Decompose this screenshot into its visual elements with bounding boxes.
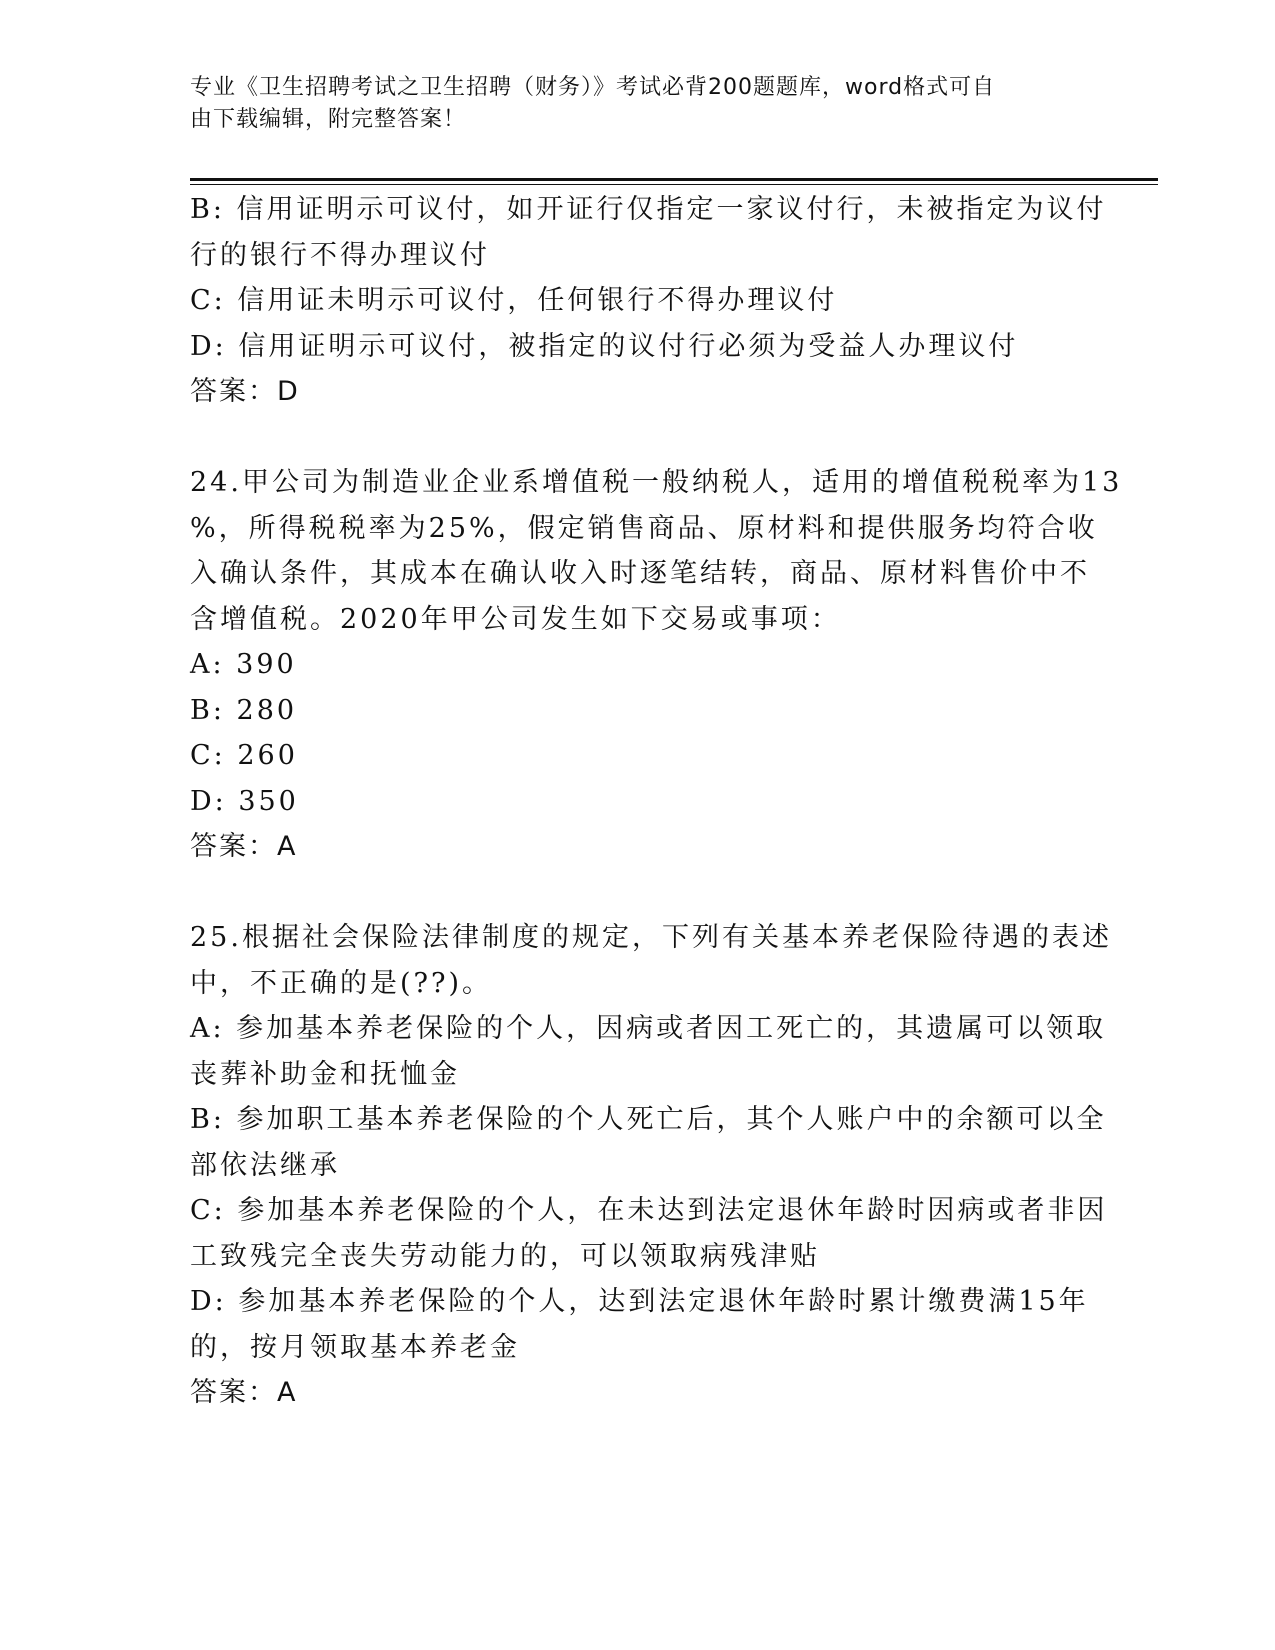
option-d-line-2: 的，按月领取基本养老金 bbox=[190, 1331, 520, 1363]
option-d: D: 350 bbox=[190, 785, 299, 817]
answer-line: 答案：D bbox=[190, 376, 300, 407]
question-25 bbox=[190, 915, 1112, 1416]
spacer bbox=[190, 415, 1090, 461]
option-b-line-2: 部依法继承 bbox=[190, 1149, 340, 1181]
option-c: C: 260 bbox=[190, 740, 298, 771]
header-title-line-2: 由下载编辑，附完整答案！ bbox=[190, 107, 467, 132]
option-a-line-2: 丧葬补助金和抚恤金 bbox=[190, 1058, 460, 1090]
option-a: A: 390 bbox=[190, 649, 297, 680]
option-b-line-1: B: 信用证明示可议付，如开证行仅指定一家议付行，未被指定为议付 bbox=[190, 194, 1107, 225]
option-c: C: 信用证未明示可议付，任何银行不得办理议付 bbox=[190, 285, 838, 316]
option-d-line-1: D: 参加基本养老保险的个人，达到法定退休年龄时累计缴费满15年 bbox=[190, 1286, 1089, 1317]
option-c-line-1: C: 参加基本养老保险的个人，在未达到法定退休年龄时因病或者非因 bbox=[190, 1195, 1108, 1226]
question-stem-line-1: 25.根据社会保险法律制度的规定，下列有关基本养老保险待遇的表述 bbox=[190, 922, 1112, 953]
spacer bbox=[190, 870, 1090, 916]
question-stem-line-2: 中，不正确的是(??)。 bbox=[190, 967, 493, 999]
option-c-line-2: 工致残完全丧失劳动能力的，可以领取病残津贴 bbox=[190, 1240, 820, 1272]
document-body bbox=[190, 187, 1123, 1416]
question-stem-line-4: 含增值税。2020年甲公司发生如下交易或事项： bbox=[190, 603, 841, 635]
option-a-line-1: A: 参加基本养老保险的个人，因病或者因工死亡的，其遗属可以领取 bbox=[190, 1013, 1107, 1044]
option-b-line-2: 行的银行不得办理议付 bbox=[190, 239, 490, 271]
question-24 bbox=[190, 460, 1123, 870]
question-stem-line-1: 24.甲公司为制造业企业系增值税一般纳税人，适用的增值税税率为13 bbox=[190, 467, 1123, 498]
answer-line: 答案：A bbox=[190, 831, 298, 862]
header-title-line-1: 专业《卫生招聘考试之卫生招聘（财务）》考试必背200题题库，word格式可自 bbox=[190, 75, 996, 100]
header-divider-thick bbox=[190, 178, 1158, 181]
document-header bbox=[190, 72, 1080, 136]
option-d: D: 信用证明示可议付，被指定的议付行必须为受益人办理议付 bbox=[190, 330, 1019, 362]
option-b-line-1: B: 参加职工基本养老保险的个人死亡后，其个人账户中的余额可以全 bbox=[190, 1104, 1107, 1135]
header-divider-thin bbox=[190, 184, 1158, 185]
answer-line: 答案：A bbox=[190, 1377, 298, 1408]
question-stem-line-3: 入确认条件，其成本在确认收入时逐笔结转，商品、原材料售价中不 bbox=[190, 558, 1090, 589]
question-stem-line-2: %，所得税税率为25%，假定销售商品、原材料和提供服务均符合收 bbox=[190, 512, 1098, 544]
option-b: B: 280 bbox=[190, 694, 298, 726]
question-23-continued bbox=[190, 187, 1107, 415]
